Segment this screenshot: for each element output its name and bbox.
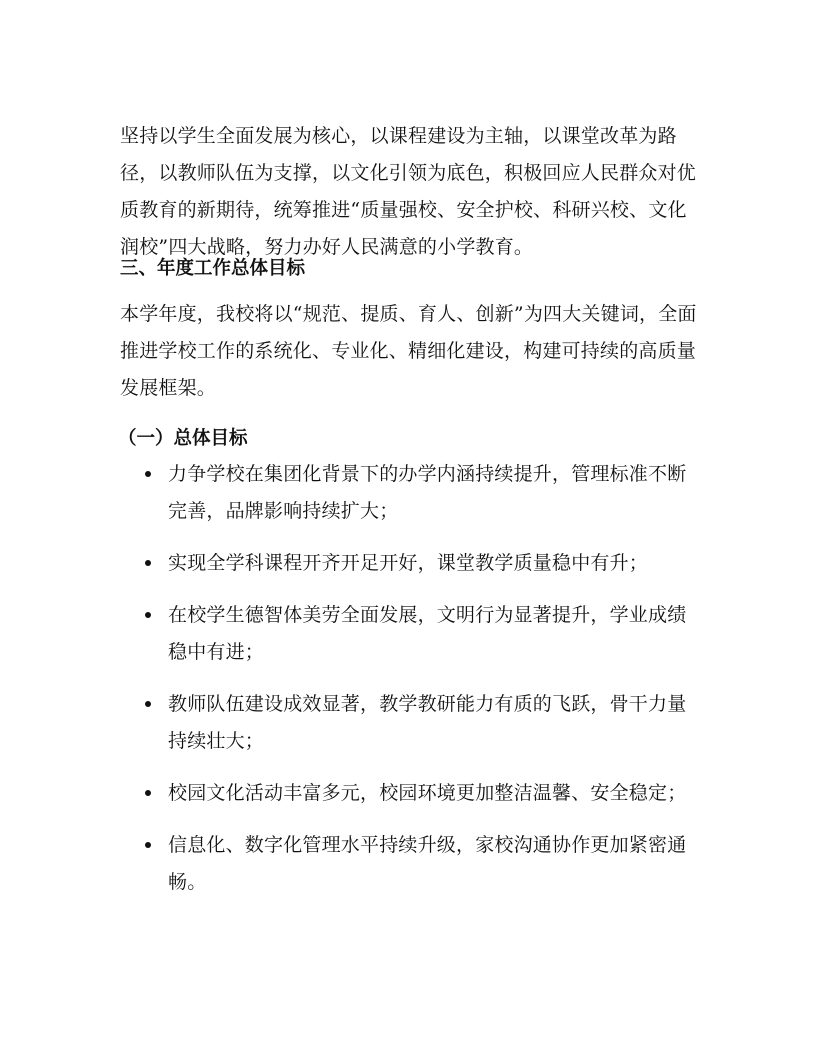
bullet-icon	[145, 612, 151, 618]
list-item-text: 校园文化活动丰富多元，校园环境更加整洁温馨、安全稳定；	[168, 782, 687, 804]
intro-paragraph: 坚持以学生全面发展为核心，以课程建设为主轴，以课堂改革为路径，以教师队伍为支撑，以文化引领为底色，积极回应人民群众对优质教育的新期待，统筹推进“质量强校、安全护校、科研兴校、文化润校”四大战略，努力办好人民满意的小学教育。	[120, 125, 697, 258]
bullet-icon	[145, 560, 151, 566]
list-item	[168, 545, 700, 582]
list-item	[168, 456, 700, 530]
list-item-text: 信息化、数字化管理水平持续升级，家校沟通协作更加紧密通畅。	[168, 834, 687, 893]
bullet-icon	[145, 790, 151, 796]
list-item-text: 教师队伍建设成效显著，教学教研能力有质的飞跃，骨干力量持续壮大；	[168, 693, 687, 752]
section-three-heading: 三、年度工作总体目标	[120, 258, 306, 279]
bullet-icon	[145, 842, 151, 848]
section-three-paragraph: 本学年度，我校将以“规范、提质、育人、创新”为四大关键词，全面推进学校工作的系统化、专业化、精细化建设，构建可持续的高质量发展框架。	[120, 303, 697, 399]
list-item-text: 力争学校在集团化背景下的办学内涵持续提升，管理标准不断完善，品牌影响持续扩大；	[168, 463, 687, 522]
list-item-text: 实现全学科课程开齐开足开好，课堂教学质量稳中有升；	[168, 552, 649, 574]
list-item	[168, 686, 700, 760]
list-item	[168, 775, 700, 812]
subsection-one-heading: （一）总体目标	[118, 428, 248, 449]
list-item	[168, 597, 700, 671]
goals-list	[168, 456, 700, 916]
bullet-icon	[145, 701, 151, 707]
list-item	[168, 827, 700, 901]
list-item-text: 在校学生德智体美劳全面发展，文明行为显著提升，学业成绩稳中有进；	[168, 604, 687, 663]
bullet-icon	[145, 471, 151, 477]
